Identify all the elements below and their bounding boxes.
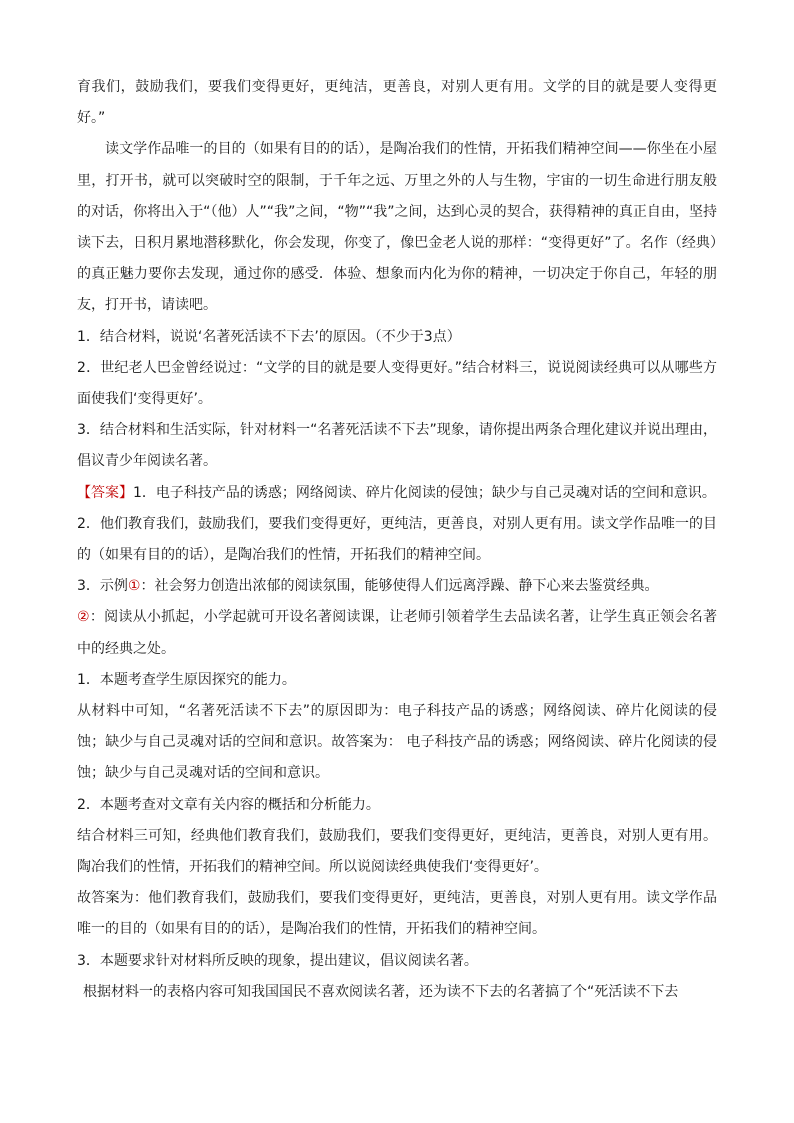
answer-1-text: 1．电子科技产品的诱惑；网络阅读、碎片化阅读的侵蚀；缺少与自己灵魂对话的空间和意识。 (133, 484, 716, 501)
analysis-1-heading: 1．本题考查学生原因探究的能力。 (77, 671, 296, 688)
analysis-2-answer: 故答案为：他们教育我们，鼓励我们，要我们变得更好，更纯洁，更善良，对别人更有用。读文学作品唯一的目的（如果有目的的话），是陶冶我们的性情，开拓我们的精神空间。 (77, 890, 717, 938)
document-body (77, 72, 717, 1008)
answer-3-prefix: 3．示例 (77, 578, 128, 595)
analysis-1-body: 从材料中可知，“名著死活读不下去”的原因即为：电子科技产品的诱惑；网络阅读、碎片化阅读的侵蚀；缺少与自己灵魂对话的空间和意识。故答案为： 电子科技产品的诱惑；网络阅读、碎片化阅读的侵蚀；缺少与自己灵魂对话的空间和意识。 (77, 703, 717, 782)
answer-3 (77, 571, 717, 665)
analysis-2-body: 结合材料三可知，经典他们教育我们，鼓励我们，要我们变得更好，更纯洁，更善良，对别人更有用。陶冶我们的性情，开拓我们的精神空间。所以说阅读经典使我们‘变得更好’。 (77, 827, 717, 876)
answer-1 (77, 478, 717, 509)
circled-number-1: ① (127, 578, 141, 595)
analysis-3-heading: 3．本题要求针对材料所反映的现象，提出建议，倡议阅读名著。 (77, 952, 478, 969)
question-3: 3．结合材料和生活实际，针对材料一“名著死活读不下去”现象，请你提出两条合理化建议并说出理由，倡议青少年阅读名著。 (77, 422, 717, 470)
answer-3-part2: ：阅读从小抓起，小学起就可开设名著阅读课，让老师引领着学生去品读名著，让学生真正领会名著中的经典之处。 (77, 609, 717, 657)
question-2: 2．世纪老人巴金曾经说过：“文学的目的就是要人变得更好。”结合材料三，说说阅读经典可以从哪些方面使我们‘变得更好’。 (77, 359, 717, 408)
answer-2: 2．他们教育我们，鼓励我们，要我们变得更好，更纯洁，更善良，对别人更有用。读文学作品唯一的目的（如果有目的的话），是陶冶我们的性情，开拓我们的精神空间。 (77, 515, 717, 564)
paragraph-reading-purpose: 读文学作品唯一的目的（如果有目的的话），是陶冶我们的性情，开拓我们精神空间——你坐在小屋里，打开书，就可以突破时空的限制，于千年之远、万里之外的人与生物，宇宙的一切生命进行朋友般的对话，你将出入于“（他）人”“我”之间，“物”“我”之间，达到心灵的契合，获得精神的真正自由，坚持读下去，日积月累地潜移默化，你会发现，你变了，像巴金老人说的那样：“变得更好”了。名作（经典）的真正魅力要你去发现，通过你的感受．体验、想象而内化为你的精神，一切决定于你自己，年轻的朋友，打开书，请读吧。 (77, 141, 717, 314)
circled-number-2: ② (77, 609, 90, 626)
question-1: 1．结合材料，说说‘名著死活读不下去’的原因。（不少于3点） (77, 328, 461, 345)
analysis-2-heading: 2．本题考查对文章有关内容的概括和分析能力。 (77, 796, 380, 813)
paragraph-continuation: 育我们，鼓励我们，要我们变得更好，更纯洁，更善良，对别人更有用。文学的目的就是要人变得更好。” (77, 79, 717, 127)
answer-tag: 【答案】 (77, 484, 133, 501)
analysis-3-body: 根据材料一的表格内容可知我国国民不喜欢阅读名著，还为读不下去的名著搞了个“死活读不下去 (83, 983, 679, 1000)
answer-3-part1: ：社会努力创造出浓郁的阅读氛围，能够使得人们远离浮躁、静下心来去鉴赏经典。 (140, 578, 659, 595)
